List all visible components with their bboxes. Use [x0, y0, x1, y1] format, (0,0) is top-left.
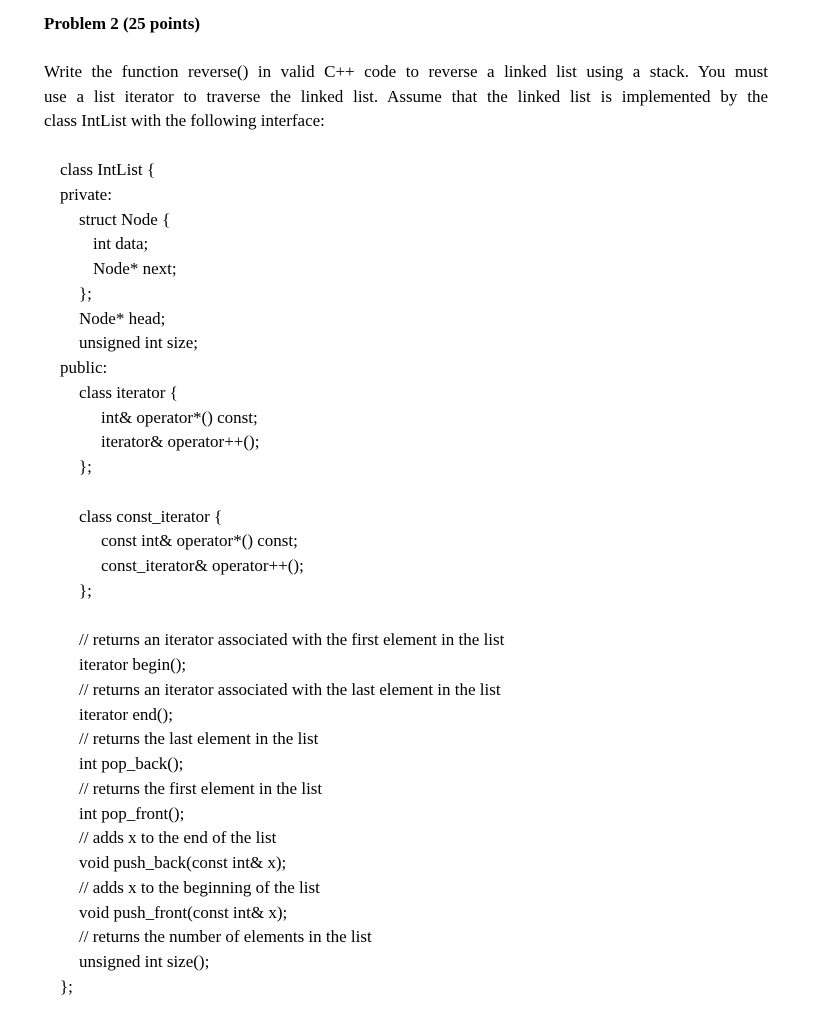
code-line: const_iterator& operator++();	[101, 556, 304, 575]
code-comment-line: // adds x to the beginning of the list	[79, 877, 320, 897]
code-line: class IntList {	[60, 160, 156, 179]
code-comment-line: // returns an iterator associated with the first element in the list	[79, 630, 505, 650]
code-line: void push_front(const int& x);	[79, 902, 288, 922]
code-comment-line: // returns the number of elements in the list	[79, 927, 372, 947]
code-line: Node* head;	[79, 308, 166, 328]
code-comment-line: // adds x to the end of the list	[79, 828, 277, 848]
code-line: const int& operator*() const;	[101, 531, 298, 551]
code-line: struct Node {	[79, 209, 171, 229]
code-line: class iterator {	[79, 382, 178, 402]
code-blank-line	[0, 604, 818, 629]
code-line: };	[60, 976, 73, 996]
code-line: int& operator*() const;	[101, 407, 258, 427]
description-line: use a list iterator to traverse the linked list. Assume that the linked list is implemented by the	[44, 86, 768, 106]
code-line: class const_iterator {	[79, 506, 223, 526]
code-line: int pop_front();	[79, 803, 185, 823]
code-comment-line: // returns the first element in the list	[79, 778, 323, 798]
code-line: iterator end();	[79, 704, 173, 724]
code-line: };	[79, 580, 92, 600]
code-comment-line: // returns an iterator associated with the last element in the list	[79, 679, 501, 699]
description-line: class IntList with the following interface:	[44, 111, 325, 131]
code-line: private:	[60, 184, 112, 204]
description-line: Write the function reverse() in valid C++ code to reverse a linked list using a stack. You must	[44, 62, 768, 81]
code-listing	[0, 158, 818, 1000]
code-line: };	[79, 283, 92, 303]
code-comment-line: // returns the last element in the list	[79, 729, 319, 749]
code-line: unsigned int size;	[79, 333, 198, 353]
code-line: int data;	[93, 234, 149, 254]
code-line: iterator& operator++();	[101, 432, 260, 452]
problem-description	[44, 60, 768, 134]
code-blank-line	[0, 480, 818, 505]
code-line: public:	[60, 358, 108, 377]
code-line: };	[79, 457, 92, 476]
code-line: iterator begin();	[79, 655, 187, 674]
code-line: int pop_back();	[79, 754, 184, 773]
code-line: Node* next;	[93, 259, 177, 278]
problem-title: Problem 2 (25 points)	[44, 14, 200, 33]
code-line: unsigned int size();	[79, 952, 210, 971]
code-line: void push_back(const int& x);	[79, 853, 287, 872]
